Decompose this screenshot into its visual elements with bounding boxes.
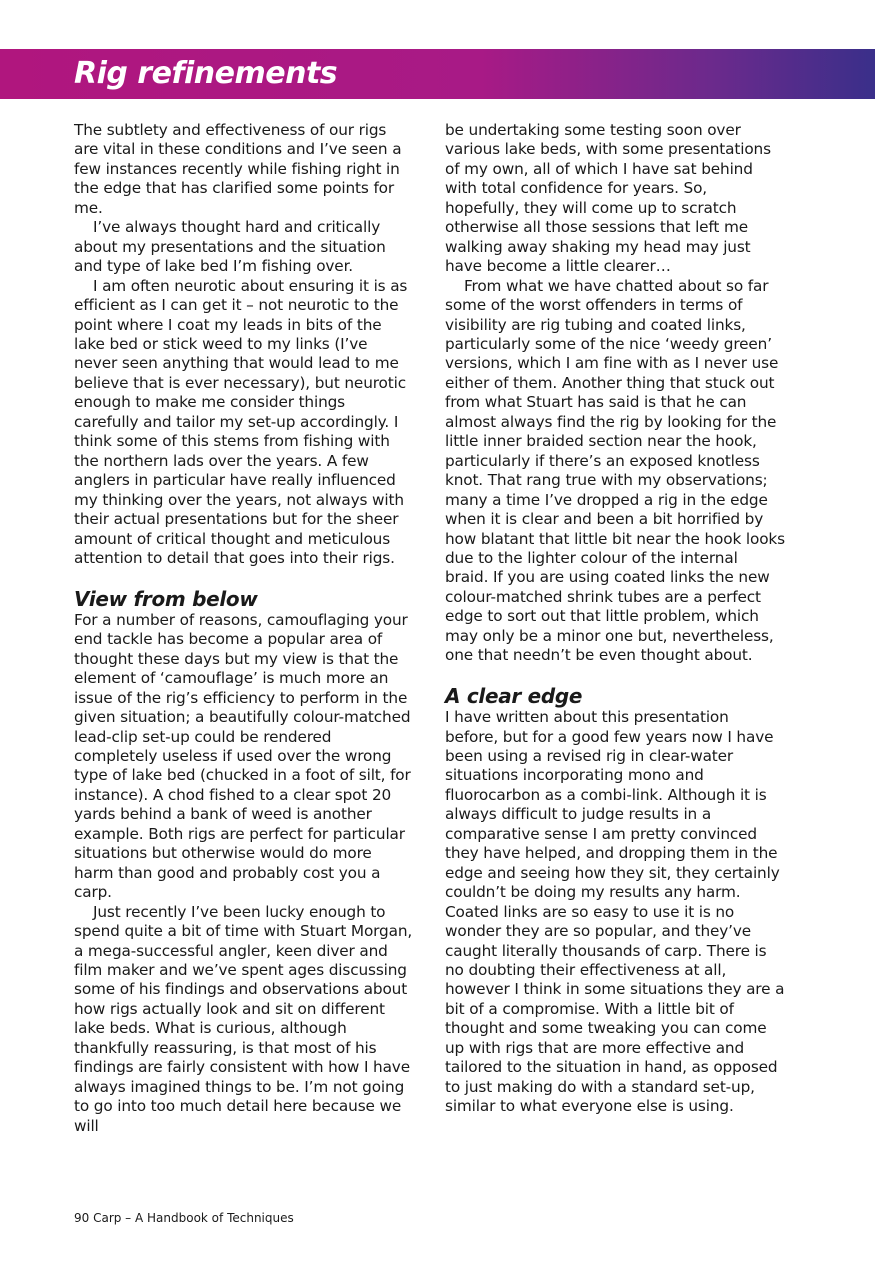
left-column <box>74 121 414 1136</box>
body-paragraph: From what we have chatted about so far some of the worst offenders in terms of visibility are rig tubing and coated links, particularly some of the nice ‘weedy green’ versions, which I am fine with as I never use either of them. Another thing that stuck out from what Stuart has said is that he can almost always find the rig by looking for the little inner braided section near the hook, particularly if there’s an exposed knotless knot. That rang true with my observations; many a time I’ve dropped a rig in the edge when it is clear and been a bit horrified by how blatant that little bit near the hook looks due to the lighter colour of the internal braid. If you are using coated links the new colour-matched shrink tubes are a perfect edge to sort out that little problem, which may only be a minor one but, nevertheless, one that needn’t be even thought about. <box>445 276 785 665</box>
section-heading-view-from-below: View from below <box>74 586 258 611</box>
body-paragraph: I’ve always thought hard and critically about my presentations and the situation and type of lake bed I’m fishing over. <box>74 218 386 276</box>
section-heading-a-clear-edge: A clear edge <box>445 684 583 709</box>
title-banner <box>0 49 875 99</box>
body-paragraph: Just recently I’ve been lucky enough to spend quite a bit of time with Stuart Morgan, a mega-successful angler, keen diver and film maker and we’ve spent ages discussing some of his findings and observations about how rigs actually look and sit on different lake beds. What is curious, although thankfully reassuring, is that most of his findings are fairly consistent with how I have always imagined things to be. I’m not going to go into too much detail here because we will <box>74 902 413 1135</box>
body-paragraph: For a number of reasons, camouflaging your end tackle has become a popular area of thought these days but my view is that the element of ‘camouflage’ is much more an issue of the rig’s efficiency to perform in the given situation; a beautifully colour-matched lead-clip set-up could be rendered completely useless if used over the wrong type of lake bed (chucked in a foot of silt, for instance). A chod fished to a clear spot 20 yards behind a bank of weed is another example. Both rigs are perfect for particular situations but otherwise would do more harm than good and probably cost you a carp. <box>74 610 411 902</box>
page-footer: 90 Carp – A Handbook of Techniques <box>74 1211 294 1225</box>
page-title: Rig refinements <box>74 56 338 91</box>
right-column <box>445 121 785 1117</box>
body-paragraph: I am often neurotic about ensuring it is as efficient as I can get it – not neurotic to the point where I coat my leads in bits of the lake bed or stick weed to my links (I’ve never seen anything that would lead to me believe that is ever necessary), but neurotic enough to make me consider things carefully and tailor my set-up accordingly. I think some of this stems from fishing with the northern lads over the years. A few anglers in particular have really influenced my thinking over the years, not always with their actual presentations but for the sheer amount of critical thought and meticulous attention to detail that goes into their rigs. <box>74 276 408 567</box>
body-paragraph: I have written about this presentation before, but for a good few years now I have been using a revised rig in clear-water situations incorporating mono and fluorocarbon as a combi-link. Although it is always difficult to judge results in a comparative sense I am pretty convinced they have helped, and dropping them in the edge and seeing how they sit, they certainly couldn’t be doing my results any harm. Coated links are so easy to use it is no wonder they are so popular, and they’ve caught literally thousands of carp. There is no doubting their effectiveness at all, however I think in some situations they are a bit of a compromise. With a little bit of thought and some tweaking you can come up with rigs that are more effective and tailored to the situation in hand, as opposed to just making do with a standard set-up, similar to what everyone else is using. <box>445 708 785 1116</box>
body-paragraph: The subtlety and effectiveness of our rigs are vital in these conditions and I’ve seen a few instances recently while fishing right in the edge that has clarified some points for me. <box>74 121 402 217</box>
body-paragraph: be undertaking some testing soon over various lake beds, with some presentations of my own, all of which I have sat behind with total confidence for years. So, hopefully, they will come up to scratch otherwise all those sessions that left me walking away shaking my head may just have become a little clearer… <box>445 121 771 276</box>
